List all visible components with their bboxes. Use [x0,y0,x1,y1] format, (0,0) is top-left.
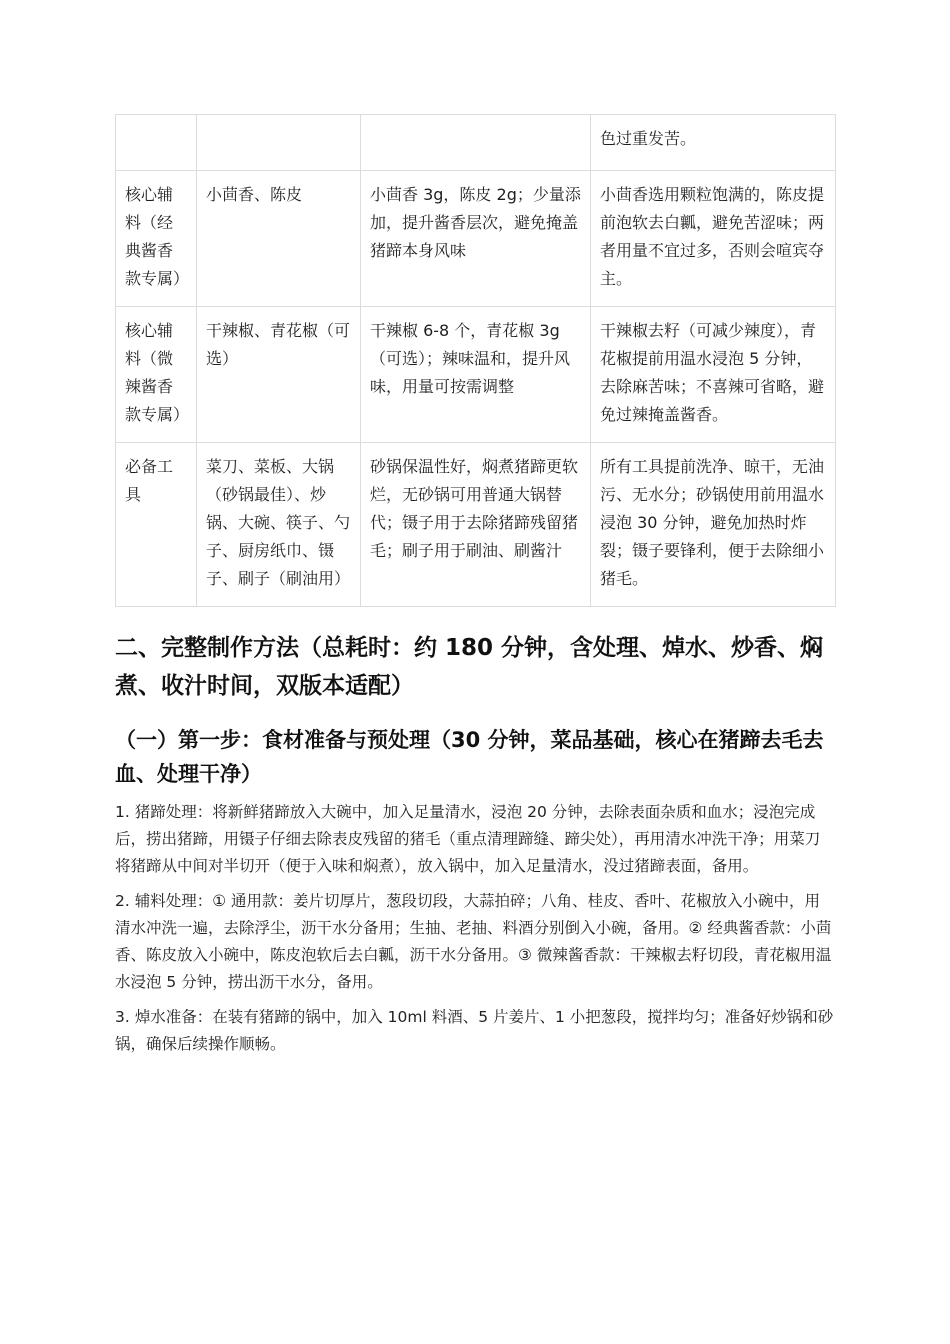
ingredients-table [115,114,836,607]
subsection-heading: （一）第一步：食材准备与预处理（30 分钟，菜品基础，核心在猪蹄去毛去血、处理干净） [115,728,824,786]
document-page [115,114,835,1058]
table-cell: 核心辅料（微辣酱香款专属） [116,307,197,443]
step-paragraph: 3. 焯水准备：在装有猪蹄的锅中，加入 10ml 料酒、5 片姜片、1 小把葱段，搅拌均匀；准备好炒锅和砂锅，确保后续操作顺畅。 [115,1008,834,1053]
table-cell: 菜刀、菜板、大锅（砂锅最佳）、炒锅、大碗、筷子、勺子、厨房纸巾、镊子、刷子（刷油用） [197,443,361,607]
table-cell: 干辣椒去籽（可减少辣度），青花椒提前用温水浸泡 5 分钟，去除麻苦味；不喜辣可省略，避免过辣掩盖酱香。 [591,307,836,443]
section-heading: 二、完整制作方法（总耗时：约 180 分钟，含处理、焯水、炒香、焖煮、收汁时间，双版本适配） [115,635,824,699]
step-paragraph: 2. 辅料处理：① 通用款：姜片切厚片，葱段切段，大蒜拍碎；八角、桂皮、香叶、花椒放入小碗中，用清水冲洗一遍，去除浮尘，沥干水分备用；生抽、老抽、料酒分别倒入小碗，备用。② 经典酱香款：小茴香、陈皮放入小碗中，陈皮泡软后去白瓤，沥干水分备用。③ 微辣酱香款：干辣椒去籽切段，青花椒用温水浸泡 5 分钟，捞出沥干水分，备用。 [115,892,832,991]
table-cell: 砂锅保温性好，焖煮猪蹄更软烂，无砂锅可用普通大锅替代；镊子用于去除猪蹄残留猪毛；刷子用于刷油、刷酱汁 [361,443,591,607]
table-cell: 小茴香选用颗粒饱满的，陈皮提前泡软去白瓤，避免苦涩味；两者用量不宜过多，否则会喧宾夺主。 [591,171,836,307]
table-cell [116,115,197,171]
table-cell: 所有工具提前洗净、晾干，无油污、无水分；砂锅使用前用温水浸泡 30 分钟，避免加热时炸裂；镊子要锋利，便于去除细小猪毛。 [591,443,836,607]
table-row [116,307,836,443]
table-cell: 干辣椒、青花椒（可选） [197,307,361,443]
table-cell: 小茴香 3g，陈皮 2g；少量添加，提升酱香层次，避免掩盖猪蹄本身风味 [361,171,591,307]
table-cell: 必备工具 [116,443,197,607]
step-paragraph: 1. 猪蹄处理：将新鲜猪蹄放入大碗中，加入足量清水，浸泡 20 分钟，去除表面杂质和血水；浸泡完成后，捞出猪蹄，用镊子仔细去除表皮残留的猪毛（重点清理蹄缝、蹄尖处），再用清水冲洗干净；用菜刀将猪蹄从中间对半切开（便于入味和焖煮），放入锅中，加入足量清水，没过猪蹄表面，备用。 [115,803,821,875]
table-cell [361,115,591,171]
table-cell [197,115,361,171]
table-cell: 小茴香、陈皮 [197,171,361,307]
table-row [116,171,836,307]
table-cell: 干辣椒 6-8 个，青花椒 3g（可选）；辣味温和，提升风味，用量可按需调整 [361,307,591,443]
table-row [116,115,836,171]
table-row [116,443,836,607]
table-cell: 色过重发苦。 [591,115,836,171]
table-cell: 核心辅料（经典酱香款专属） [116,171,197,307]
